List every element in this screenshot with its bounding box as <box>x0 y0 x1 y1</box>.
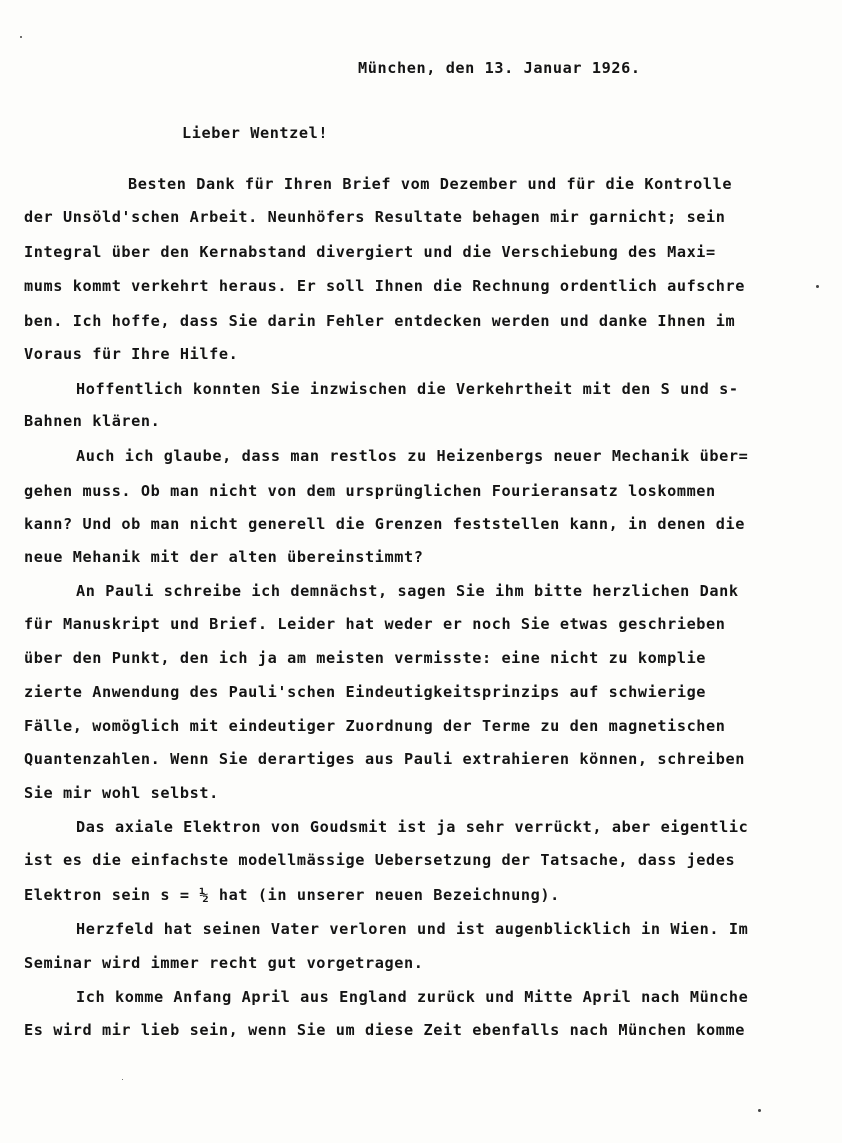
paper-speck <box>20 36 22 38</box>
letter-line: Quantenzahlen. Wenn Sie derartiges aus Pauli extrahieren können, schreiben <box>24 750 746 768</box>
letter-line: Das axiale Elektron von Goudsmit ist ja sehr verrückt, aber eigentlic <box>76 818 749 836</box>
letter-line: Fälle, womöglich mit eindeutiger Zuordnung der Terme zu den magnetischen <box>24 717 726 735</box>
letter-line: An Pauli schreibe ich demnächst, sagen Sie ihm bitte herzlichen Dank <box>76 582 739 600</box>
letter-line: Besten Dank für Ihren Brief vom Dezember und für die Kontrolle <box>128 175 733 193</box>
letter-line: Auch ich glaube, dass man restlos zu Heizenbergs neuer Mechanik über= <box>76 447 749 465</box>
letter-line: für Manuskript und Brief. Leider hat weder er noch Sie etwas geschrieben <box>24 615 726 633</box>
letter-salutation: Lieber Wentzel! <box>182 124 329 142</box>
letter-line: Sie mir wohl selbst. <box>24 784 219 802</box>
letter-line: über den Punkt, den ich ja am meisten vermisste: eine nicht zu komplie <box>24 649 707 667</box>
letter-line: Voraus für Ihre Hilfe. <box>24 345 239 363</box>
letter-line: der Unsöld'schen Arbeit. Neunhöfers Resultate behagen mir garnicht; sein <box>24 208 726 226</box>
letter-line: Integral über den Kernabstand divergiert und die Verschiebung des Maxi= <box>24 243 716 261</box>
letter-line: mums kommt verkehrt heraus. Er soll Ihnen die Rechnung ordentlich aufschre <box>24 277 746 295</box>
paper-speck <box>122 1079 123 1080</box>
letter-line: Elektron sein s = ½ hat (in unserer neuen Bezeichnung). <box>24 886 560 904</box>
letter-line: ben. Ich hoffe, dass Sie darin Fehler entdecken werden und danke Ihnen im <box>24 312 736 330</box>
letter-line: Es wird mir lieb sein, wenn Sie um diese Zeit ebenfalls nach München komme <box>24 1021 746 1039</box>
letter-line: neue Mehanik mit der alten übereinstimmt? <box>24 548 424 566</box>
paper-speck <box>758 1109 761 1112</box>
letter-line: kann? Und ob man nicht generell die Grenzen feststellen kann, in denen die <box>24 515 746 533</box>
letter-line: Bahnen klären. <box>24 412 161 430</box>
letter-line: zierte Anwendung des Pauli'schen Eindeutigkeitsprinzips auf schwierige <box>24 683 707 701</box>
letter-line: Hoffentlich konnten Sie inzwischen die Verkehrtheit mit den S und s- <box>76 380 739 398</box>
letter-line: ist es die einfachste modellmässige Uebersetzung der Tatsache, dass jedes <box>24 851 736 869</box>
letter-line: Ich komme Anfang April aus England zurück und Mitte April nach Münche <box>76 988 749 1006</box>
letter-line: Herzfeld hat seinen Vater verloren und ist augenblicklich in Wien. Im <box>76 920 749 938</box>
letter-date: München, den 13. Januar 1926. <box>358 59 641 77</box>
letter-line: Seminar wird immer recht gut vorgetragen. <box>24 954 424 972</box>
letter-line: gehen muss. Ob man nicht von dem ursprünglichen Fourieransatz loskommen <box>24 482 716 500</box>
paper-speck <box>816 285 819 288</box>
